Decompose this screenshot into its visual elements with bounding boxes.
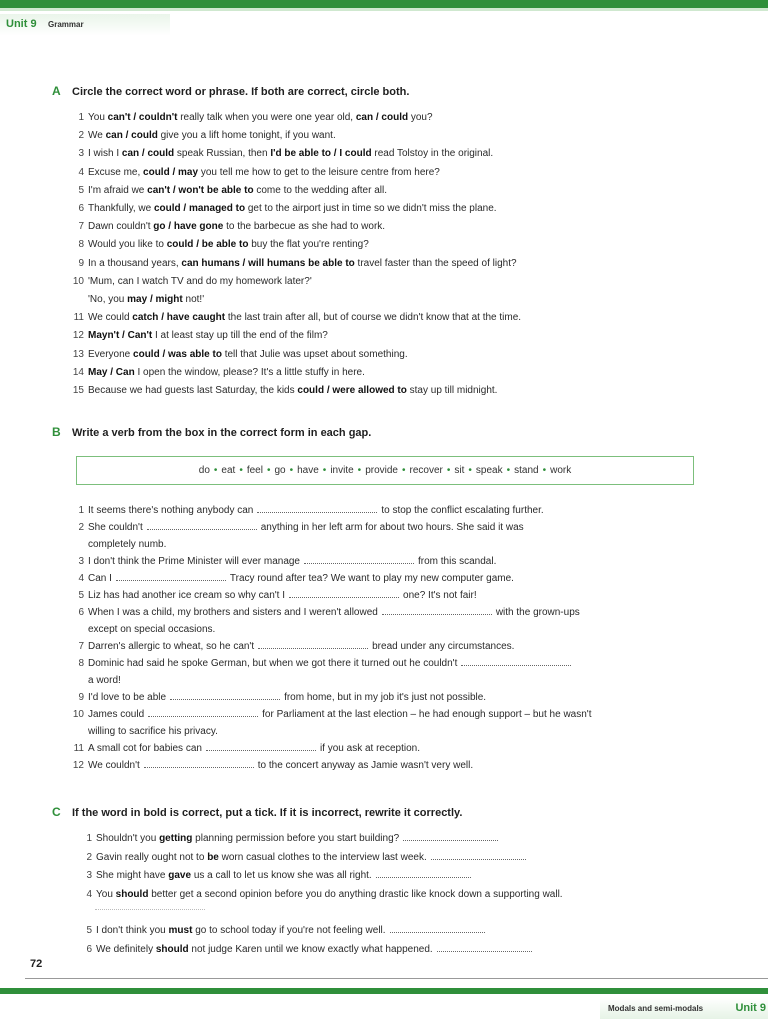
item-continuation: willing to sacrifice his privacy. (88, 726, 218, 737)
item-text: Tracy round after tea? We want to play my new computer game. (229, 573, 514, 584)
item-number: 9 (78, 257, 84, 269)
item-number: 1 (78, 505, 84, 516)
box-word: do (198, 465, 210, 476)
section-c-list (76, 830, 726, 959)
item-text: speak Russian, then (174, 148, 271, 160)
item-text: We definitely (96, 943, 156, 955)
unit-label: Unit 9 (6, 18, 37, 30)
top-green-bar (0, 0, 768, 8)
item-text: I don't think the Prime Minister will ever manage (88, 556, 300, 567)
item-text: travel faster than the speed of light? (354, 257, 517, 269)
box-word: go (274, 465, 286, 476)
exercise-item (68, 273, 718, 291)
exercise-item (68, 364, 718, 382)
item-number: 2 (78, 522, 84, 533)
item-text: for Parliament at the last election – he had enough support – but he wasn't (262, 709, 592, 720)
answer-choice[interactable]: may / might (127, 294, 183, 306)
item-text: Thankfully, we (88, 203, 154, 215)
word-box (76, 456, 694, 485)
bullet-separator: • (468, 465, 472, 476)
exercise-item (68, 502, 718, 519)
exercise-item (68, 570, 718, 587)
item-number: 6 (78, 203, 84, 215)
box-word: eat (221, 465, 236, 476)
exercise-item (68, 519, 718, 536)
section-b-list (68, 502, 718, 774)
box-word: work (550, 465, 572, 476)
answer-gap[interactable] (403, 832, 498, 841)
footer-divider (25, 978, 768, 979)
answer-choice[interactable]: can / could (355, 112, 409, 123)
bullet-separator: • (402, 465, 406, 476)
section-b-instruction: Write a verb from the box in the correct form in each gap. (72, 427, 372, 439)
section-c-letter: C (52, 805, 61, 819)
answer-gap[interactable] (289, 589, 399, 598)
answer-gap[interactable] (257, 504, 377, 513)
item-number: 5 (86, 925, 92, 936)
exercise-item (76, 849, 726, 868)
item-text: Would you like to (88, 239, 167, 251)
item-number: 4 (78, 166, 84, 178)
item-text: Dawn couldn't (88, 221, 154, 233)
exercise-item (68, 327, 718, 345)
item-number: 2 (78, 130, 84, 142)
item-number: 7 (78, 641, 84, 652)
item-number: 3 (78, 148, 84, 160)
item-number: 6 (78, 607, 84, 618)
exercise-item (68, 218, 718, 236)
section-a-list (68, 109, 718, 400)
box-word: invite (330, 465, 354, 476)
item-number: 13 (72, 348, 84, 360)
answer-gap[interactable] (148, 708, 258, 717)
footer-tab (600, 997, 768, 1019)
section-c-heading (52, 805, 462, 819)
exercise-item (76, 830, 726, 849)
bullet-separator: • (239, 465, 243, 476)
exercise-item (68, 655, 718, 672)
bold-word: getting (159, 833, 193, 844)
item-text: planning permission before you start building? (192, 833, 400, 844)
item-text: one? It's not fair! (403, 590, 477, 601)
item-continuation: except on special occasions. (88, 624, 216, 635)
item-text: tell that Julie was upset about something. (221, 348, 408, 360)
item-number: 12 (72, 330, 84, 342)
answer-gap[interactable] (461, 657, 571, 666)
item-number: 5 (78, 590, 84, 601)
bold-word: gave (168, 870, 192, 881)
item-text: not!' (182, 294, 205, 306)
topic-label: Grammar (48, 20, 84, 29)
exercise-item (68, 587, 718, 604)
box-word: feel (246, 465, 263, 476)
exercise-item (68, 145, 718, 163)
item-text: you? (408, 112, 433, 123)
item-text: A small cot for babies can (88, 743, 202, 754)
bold-word: must (168, 925, 193, 936)
item-number: 14 (72, 366, 84, 378)
item-text: Dominic had said he spoke German, but when we got there it turned out he couldn't (88, 658, 458, 669)
item-number: 1 (86, 833, 92, 844)
box-word: stand (514, 465, 539, 476)
item-text: She couldn't (88, 522, 143, 533)
item-text: go to school today if you're not feeling well. (192, 925, 386, 936)
item-number: 11 (73, 743, 84, 754)
item-text: bread under any circumstances. (372, 641, 515, 652)
answer-gap[interactable] (144, 759, 254, 768)
item-text: worn casual clothes to the interview last week. (218, 851, 427, 863)
item-text: Liz has had another ice cream so why can't I (88, 590, 286, 601)
item-number: 15 (72, 385, 84, 397)
answer-choice[interactable]: can't / couldn't (107, 112, 178, 123)
exercise-item (68, 127, 718, 145)
item-text: give you a lift home tonight, if you want. (157, 130, 336, 142)
answer-choice[interactable]: catch / have caught (132, 312, 226, 324)
item-text: better get a second opinion before you do anything drastic like knock down a supporting wall. (148, 888, 563, 900)
item-number: 10 (72, 709, 84, 720)
item-text: to the barbecue as she had to work. (223, 221, 386, 233)
item-text: Excuse me, (88, 166, 144, 178)
answer-gap[interactable] (376, 869, 471, 878)
exercise-item (68, 255, 718, 273)
exercise-item (68, 200, 718, 218)
answer-gap[interactable] (258, 640, 368, 649)
item-text: You (96, 888, 116, 900)
box-word: sit (454, 465, 465, 476)
exercise-item (68, 706, 718, 723)
item-text: buy the flat you're renting? (248, 239, 369, 251)
item-text: the last train after all, but of course we didn't know that at the time. (225, 312, 522, 324)
item-text: 'No, you (88, 294, 128, 306)
exercise-item (68, 638, 718, 655)
exercise-item (76, 886, 726, 905)
exercise-item (68, 604, 718, 621)
exercise-item (68, 757, 718, 774)
item-number: 4 (86, 888, 92, 900)
box-word: have (297, 465, 319, 476)
item-text: We could (88, 312, 133, 324)
item-number: 9 (78, 692, 84, 703)
exercise-item (68, 740, 718, 757)
item-text: I'm afraid we (88, 184, 148, 196)
item-text: When I was a child, my brothers and sisters and I weren't allowed (88, 607, 378, 618)
answer-choice[interactable]: can / could (105, 130, 158, 142)
exercise-item (68, 236, 718, 254)
answer-choice[interactable]: I'd be able to / I could (270, 148, 372, 160)
answer-gap[interactable] (304, 555, 414, 564)
item-text: stay up till midnight. (406, 385, 498, 397)
box-word: speak (475, 465, 503, 476)
section-b-heading (52, 425, 371, 439)
page-number: 72 (30, 958, 43, 970)
exercise-item (68, 182, 718, 200)
section-a-heading (52, 84, 409, 98)
bold-word: should (115, 888, 149, 900)
item-text: Because we had guests last Saturday, the kids (88, 385, 298, 397)
item-text: anything in her left arm for about two hours. She said it was (260, 522, 524, 533)
bold-word: be (207, 851, 219, 863)
answer-gap[interactable] (206, 742, 316, 751)
bold-word: should (155, 943, 189, 955)
item-text: from home, but in my job it's just not possible. (284, 692, 487, 703)
answer-choice[interactable]: can / could (121, 148, 175, 160)
answer-gap[interactable] (116, 572, 226, 581)
box-word: recover (409, 465, 443, 476)
answer-gap[interactable] (390, 924, 485, 933)
item-number: 11 (73, 312, 84, 324)
item-text: I'd love to be able (88, 692, 167, 703)
answer-choice[interactable]: can humans / will humans be able to (181, 257, 355, 269)
item-text: Gavin really ought not to (96, 851, 208, 863)
item-text: You (88, 112, 108, 123)
item-text: I don't think you (96, 925, 169, 936)
item-number: 1 (78, 112, 84, 123)
item-number: 8 (78, 239, 84, 251)
bullet-separator: • (506, 465, 511, 476)
item-number: 3 (86, 870, 92, 881)
unit-header-tab (0, 14, 170, 36)
answer-choice[interactable]: could / managed to (153, 203, 246, 215)
item-text: I open the window, please? It's a little stuffy in here. (134, 366, 365, 378)
item-text: Everyone (88, 348, 134, 360)
item-number: 2 (86, 851, 92, 863)
bullet-separator: • (357, 465, 362, 476)
item-number: 6 (86, 943, 92, 955)
item-text: We couldn't (88, 760, 140, 771)
answer-choice[interactable]: can't / won't be able to (147, 184, 254, 196)
exercise-item (76, 922, 726, 941)
item-text: us a call to let us know she was all right. (191, 870, 372, 881)
item-number: 7 (78, 221, 84, 233)
item-number: 8 (78, 658, 84, 669)
bullet-separator: • (266, 465, 271, 476)
answer-choice[interactable]: May / Can (88, 366, 135, 378)
item-text: I wish I (88, 148, 122, 160)
exercise-item (68, 291, 718, 309)
section-b-letter: B (52, 425, 61, 439)
exercise-item (68, 553, 718, 570)
item-continuation: a word! (88, 675, 121, 686)
answer-choice[interactable]: go / have gone (153, 221, 224, 233)
answer-gap[interactable] (147, 521, 257, 530)
item-text: She might have (96, 870, 169, 881)
top-accent-bar (0, 8, 768, 11)
bullet-separator: • (213, 465, 218, 476)
section-a-instruction: Circle the correct word or phrase. If both are correct, circle both. (72, 86, 410, 98)
exercise-item (68, 164, 718, 182)
item-text: to the concert anyway as Jamie wasn't very well. (257, 760, 474, 771)
item-text: read Tolstoy in the original. (371, 148, 494, 160)
item-number: 4 (78, 573, 84, 584)
answer-gap[interactable] (382, 606, 492, 615)
section-c-instruction: If the word in bold is correct, put a tick. If it is incorrect, rewrite it correctly. (72, 807, 463, 819)
exercise-item (68, 689, 718, 706)
item-text: you tell me how to get to the leisure centre from here? (198, 166, 440, 178)
item-text: 'Mum, can I watch TV and do my homework later?' (88, 275, 312, 287)
answer-choice[interactable]: Mayn't / Can't (88, 330, 153, 342)
item-text: I at least stay up till the end of the film? (152, 330, 328, 342)
exercise-item (76, 867, 726, 886)
item-text: James could (88, 709, 145, 720)
item-text: get to the airport just in time so we didn't miss the plane. (245, 203, 497, 215)
item-text: Darren's allergic to wheat, so he can't (88, 641, 255, 652)
item-number: 12 (72, 760, 84, 771)
answer-gap[interactable] (170, 691, 280, 700)
answer-gap[interactable] (431, 851, 526, 860)
item-text: from this scandal. (418, 556, 497, 567)
bullet-separator: • (542, 465, 547, 476)
item-continuation: completely numb. (88, 539, 167, 550)
answer-choice[interactable]: could / was able to (133, 348, 222, 360)
item-text: Shouldn't you (96, 833, 160, 844)
bottom-green-bar (0, 988, 768, 994)
item-text: to stop the conflict escalating further. (381, 505, 544, 516)
exercise-item (68, 309, 718, 327)
item-text: Can I (88, 573, 112, 584)
bullet-separator: • (322, 465, 327, 476)
answer-choice[interactable]: could / were allowed to (297, 385, 407, 397)
item-number: 3 (78, 556, 84, 567)
item-text: not judge Karen until we know exactly what happened. (188, 943, 433, 955)
item-text: We (88, 130, 106, 142)
answer-line (95, 909, 205, 910)
answer-choice[interactable]: could / be able to (166, 239, 249, 251)
item-text: come to the wedding after all. (253, 184, 388, 196)
exercise-item (68, 109, 718, 127)
item-text: It seems there's nothing anybody can (88, 505, 254, 516)
footer-unit-label: Unit 9 (735, 1002, 766, 1014)
box-word: provide (365, 465, 398, 476)
item-text: really talk when you were one year old, (177, 112, 356, 123)
item-text: if you ask at reception. (319, 743, 421, 754)
exercise-item (68, 382, 718, 400)
section-a-letter: A (52, 84, 61, 98)
answer-choice[interactable]: could / may (143, 166, 199, 178)
exercise-item (68, 346, 718, 364)
bullet-separator: • (446, 465, 451, 476)
exercise-item (76, 941, 726, 960)
item-number: 5 (78, 184, 84, 196)
item-text: with the grown-ups (495, 607, 580, 618)
bullet-separator: • (289, 465, 294, 476)
item-text: In a thousand years, (88, 257, 182, 269)
chapter-label: Modals and semi-modals (608, 1004, 704, 1013)
answer-line-spacer (76, 904, 726, 922)
answer-gap[interactable] (437, 943, 532, 952)
item-number: 10 (72, 275, 84, 287)
